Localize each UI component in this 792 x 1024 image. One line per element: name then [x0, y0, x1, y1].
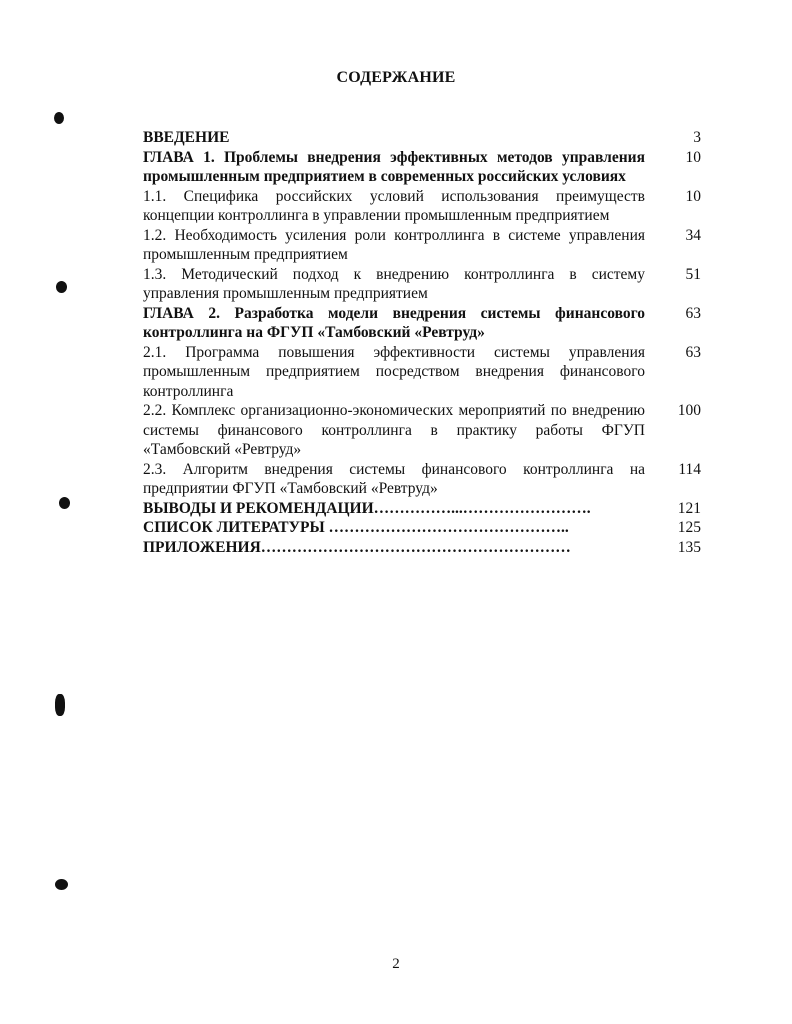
toc-entry-text: 2.1. Программа повышения эффективности системы управления промышленным предприятием посредством внедрения финансового контроллинга: [143, 343, 645, 400]
table-of-contents: [143, 128, 701, 557]
page-number: 2: [392, 956, 400, 972]
toc-entry-text: ВВЕДЕНИЕ: [143, 129, 230, 146]
toc-entry-page: 63: [685, 304, 701, 322]
toc-entry-introduction: [143, 128, 701, 148]
toc-entry-text: 2.2. Комплекс организационно-экономических мероприятий по внедрению системы финансового контроллинга в практику работы ФГУП «Тамбовский «Ревтруд»: [143, 402, 645, 458]
toc-entry-page: 135: [677, 538, 701, 556]
toc-entry-text: ВЫВОДЫ И РЕКОМЕНДАЦИИ……………...…………………….: [143, 499, 591, 517]
toc-entry-page: 100: [677, 402, 701, 419]
toc-entry-text: 1.3. Методический подход к внедрению контроллинга в систему управления промышленным предприятием: [143, 265, 645, 302]
toc-entry-section-1-1: [143, 187, 701, 226]
toc-entry-text: ПРИЛОЖЕНИЯ……………………………………………………: [143, 538, 571, 556]
page-title: СОДЕРЖАНИЕ: [336, 69, 456, 86]
toc-entry-text: 1.1. Специфика российских условий использования преимуществ концепции контроллинга в управлении промышленным предприятием: [143, 187, 645, 224]
binding-hole-mark: [56, 281, 67, 293]
toc-entry-page: 125: [677, 519, 701, 536]
toc-entry-text: 1.2. Необходимость усиления роли контроллинга в системе управления промышленным предприятием: [143, 226, 645, 263]
binding-hole-mark: [55, 694, 65, 716]
toc-entry-chapter-1: [143, 148, 701, 187]
toc-entry-section-2-1: [143, 343, 701, 402]
toc-entry-section-2-3: [143, 460, 701, 499]
toc-entry-page: 63: [685, 343, 701, 361]
toc-entry-page: 114: [678, 460, 701, 478]
toc-entry-page: 34: [685, 226, 701, 244]
toc-entry-page: 51: [685, 265, 701, 283]
toc-entry-text: ГЛАВА 1. Проблемы внедрения эффективных методов управления промышленным предприятием в современных российских условиях: [143, 148, 645, 185]
toc-entry-page: 121: [677, 499, 701, 517]
toc-entry-chapter-2: [143, 304, 701, 343]
toc-entry-page: 10: [685, 148, 701, 166]
binding-hole-mark: [55, 879, 68, 890]
toc-entry-page: 10: [685, 187, 701, 205]
toc-entry-section-1-3: [143, 265, 701, 304]
toc-entry-section-1-2: [143, 226, 701, 265]
toc-entry-section-2-2: [143, 401, 701, 460]
toc-entry-conclusions: [143, 499, 701, 519]
toc-entry-text: СПИСОК ЛИТЕРАТУРЫ ………………………………………..: [143, 519, 569, 536]
binding-hole-mark: [54, 112, 64, 124]
toc-entry-page: 3: [693, 129, 701, 146]
toc-entry-appendices: [143, 538, 701, 558]
toc-entry-text: ГЛАВА 2. Разработка модели внедрения системы финансового контроллинга на ФГУП «Тамбовский «Ревтруд»: [143, 304, 645, 341]
toc-entry-references: [143, 518, 701, 538]
toc-entry-text: 2.3. Алгоритм внедрения системы финансового контроллинга на предприятии ФГУП «Тамбовский «Ревтруд»: [143, 460, 645, 497]
binding-hole-mark: [59, 497, 70, 509]
